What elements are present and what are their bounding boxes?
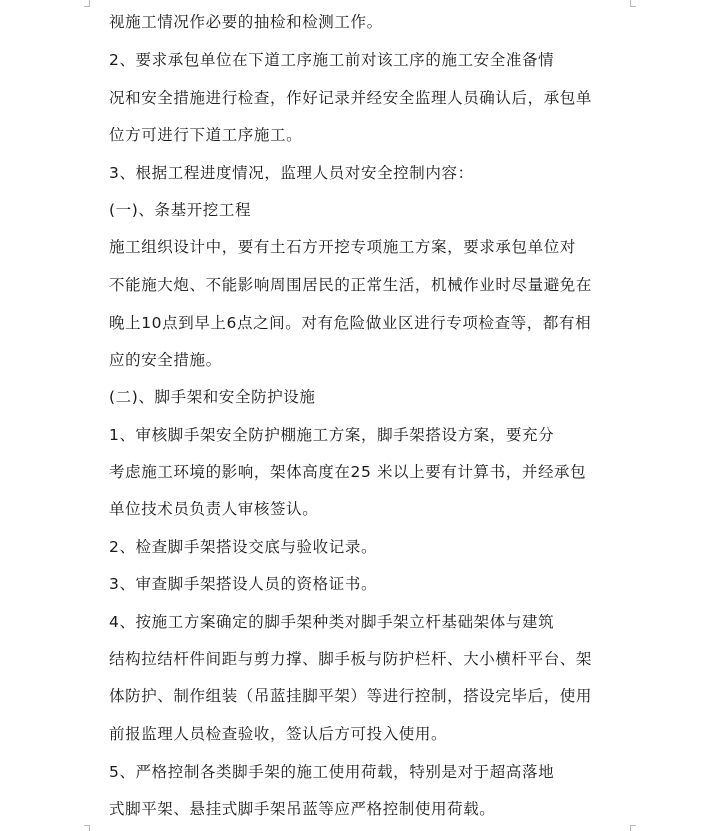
text-line: 单位技术员负责人审核签认。 [109, 500, 319, 518]
text-line: 位方可进行下道工序施工。 [109, 126, 303, 144]
text-line: 况和安全措施进行检查，作好记录并经安全监理人员确认后，承包单 [109, 89, 593, 107]
text-line: 4、按施工方案确定的脚手架种类对脚手架立杆基础架体与建筑 [109, 613, 555, 631]
text-line: 考虑施工环境的影响，架体高度在25 米以上要有计算书，并经承包 [109, 463, 587, 481]
text-line: 1、审核脚手架安全防护棚施工方案，脚手架搭设方案，要充分 [109, 426, 555, 444]
crop-mark-top-left-h [84, 6, 90, 7]
text-line: 晚上10点到早上6点之间。对有危险做业区进行专项检查等，都有相 [109, 314, 592, 332]
text-line: 式脚平架、悬挂式脚手架吊蓝等应严格控制使用荷载。 [109, 800, 496, 818]
text-line: 不能施大炮、不能影响周围居民的正常生活，机械作业时尽量避免在 [109, 276, 593, 294]
text-line: 5、严格控制各类脚手架的施工使用荷载，特别是对于超高落地 [109, 763, 555, 781]
crop-mark-bottom-right-h [630, 825, 636, 826]
section-heading: (二)、脚手架和安全防护设施 [109, 388, 316, 406]
text-line: 2、要求承包单位在下道工序施工前对该工序的施工安全准备情 [109, 51, 555, 69]
text-line: 前报监理人员检查验收，签认后方可投入使用。 [109, 725, 448, 743]
crop-mark-bottom-left-h [84, 825, 90, 826]
crop-mark-top-right-h [630, 6, 636, 7]
text-line: 应的安全措施。 [109, 351, 222, 369]
text-line: 结构拉结杆件间距与剪力撑、脚手板与防护栏杆、大小横杆平台、架 [109, 650, 593, 668]
text-line: 3、根据工程进度情况，监理人员对安全控制内容： [109, 164, 474, 182]
text-line: 2、检查脚手架搭设交底与验收记录。 [109, 538, 378, 556]
text-line: 视施工情况作必要的抽检和检测工作。 [109, 13, 383, 31]
text-line: 3、审查脚手架搭设人员的资格证书。 [109, 575, 378, 593]
text-line: 体防护、制作组装（吊蓝挂脚平架）等进行控制，搭设完毕后，使用 [109, 687, 593, 705]
section-heading: (一)、条基开挖工程 [109, 201, 252, 219]
text-line: 施工组织设计中，要有土石方开挖专项施工方案，要求承包单位对 [109, 238, 576, 256]
